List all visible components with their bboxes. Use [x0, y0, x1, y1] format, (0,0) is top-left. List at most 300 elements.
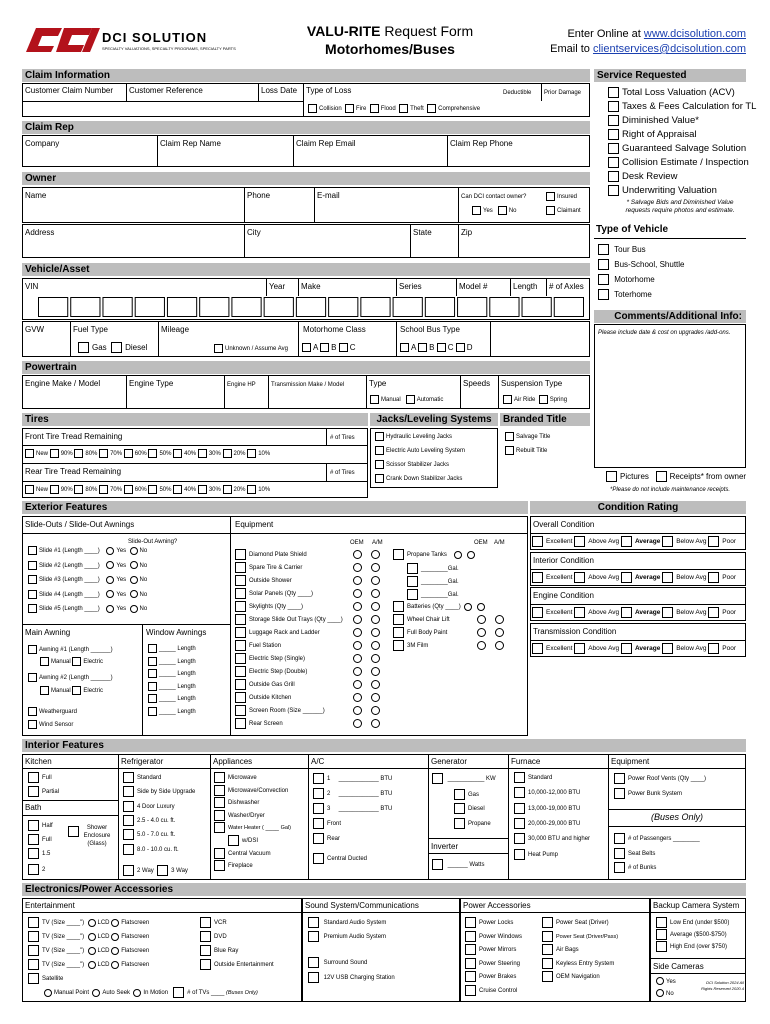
- am-radio[interactable]: [371, 628, 380, 637]
- claim-rep-email[interactable]: Claim Rep Email: [296, 139, 356, 148]
- oem-radio[interactable]: [353, 719, 362, 728]
- vin-cell[interactable]: [200, 298, 229, 317]
- flatscreen-radio[interactable]: [111, 961, 119, 969]
- outside-ent-checkbox[interactable]: [200, 959, 211, 970]
- vin-cell[interactable]: [554, 298, 583, 317]
- bath-full-checkbox[interactable]: [28, 834, 39, 845]
- rating-checkbox[interactable]: [532, 643, 543, 654]
- rating-checkbox[interactable]: [621, 572, 632, 583]
- vehicle-type-checkbox[interactable]: [598, 259, 609, 270]
- claimant-checkbox[interactable]: [546, 206, 555, 215]
- equipment-checkbox[interactable]: [235, 575, 246, 586]
- vcr-checkbox[interactable]: [200, 917, 211, 928]
- tread-checkbox[interactable]: [198, 485, 207, 494]
- owner-zip[interactable]: Zip: [461, 228, 473, 237]
- theft-checkbox[interactable]: [399, 104, 408, 113]
- fridge-checkbox[interactable]: [123, 815, 134, 826]
- vin-cell[interactable]: [264, 298, 293, 317]
- sound-checkbox[interactable]: [308, 917, 319, 928]
- lcd-radio[interactable]: [88, 919, 96, 927]
- fridge-checkbox[interactable]: [123, 772, 134, 783]
- online-link[interactable]: www.dcisolution.com: [643, 28, 746, 40]
- gen-propane-checkbox[interactable]: [454, 818, 465, 829]
- tread-checkbox[interactable]: [124, 449, 133, 458]
- contact-no-checkbox[interactable]: [498, 206, 507, 215]
- way3-checkbox[interactable]: [157, 865, 168, 876]
- am-radio[interactable]: [371, 719, 380, 728]
- speeds-label[interactable]: Speeds: [463, 379, 491, 388]
- rear-num-tires[interactable]: # of Tires: [330, 470, 355, 476]
- deductible[interactable]: Deductible: [503, 90, 532, 96]
- furnace-checkbox[interactable]: [514, 833, 525, 844]
- window-awning-checkbox[interactable]: [148, 657, 157, 666]
- vin-cell[interactable]: [361, 298, 390, 317]
- tv-checkbox[interactable]: [28, 945, 39, 956]
- claim-rep-phone[interactable]: Claim Rep Phone: [450, 139, 513, 148]
- tread-checkbox[interactable]: [247, 449, 256, 458]
- furnace-checkbox[interactable]: [514, 803, 525, 814]
- vin-cell[interactable]: [103, 298, 132, 317]
- tread-checkbox[interactable]: [74, 485, 83, 494]
- furnace-checkbox[interactable]: [514, 818, 525, 829]
- vehicle-type-checkbox[interactable]: [598, 274, 609, 285]
- mh-b-checkbox[interactable]: [320, 343, 329, 352]
- tread-checkbox[interactable]: [173, 449, 182, 458]
- oem-radio[interactable]: [353, 641, 362, 650]
- appliance-checkbox[interactable]: [214, 810, 225, 821]
- axles-label[interactable]: # of Axles: [549, 282, 584, 291]
- slide-yes-radio[interactable]: [106, 590, 114, 598]
- appliance-checkbox[interactable]: [214, 772, 225, 783]
- am-radio[interactable]: [371, 641, 380, 650]
- rating-checkbox[interactable]: [532, 572, 543, 583]
- equipment-checkbox[interactable]: [235, 666, 246, 677]
- rating-checkbox[interactable]: [574, 572, 585, 583]
- rating-checkbox[interactable]: [532, 536, 543, 547]
- fridge-checkbox[interactable]: [123, 829, 134, 840]
- am-radio[interactable]: [371, 563, 380, 572]
- awning2-checkbox[interactable]: [28, 673, 37, 682]
- am-radio[interactable]: [495, 628, 504, 637]
- rating-checkbox[interactable]: [574, 607, 585, 618]
- equipment-right-checkbox[interactable]: [393, 640, 404, 651]
- tread-checkbox[interactable]: [50, 485, 59, 494]
- bus-d-checkbox[interactable]: [456, 343, 465, 352]
- slide-checkbox[interactable]: [28, 575, 37, 584]
- furnace-checkbox[interactable]: [514, 787, 525, 798]
- bath-half-checkbox[interactable]: [28, 820, 39, 831]
- model-label[interactable]: Model #: [459, 282, 488, 291]
- vin-cell[interactable]: [329, 298, 358, 317]
- am-radio[interactable]: [371, 693, 380, 702]
- oem-radio[interactable]: [353, 576, 362, 585]
- vin-cell[interactable]: [296, 298, 325, 317]
- tread-checkbox[interactable]: [25, 485, 34, 494]
- service-checkbox[interactable]: [608, 129, 619, 140]
- awning2-electric-checkbox[interactable]: [72, 686, 81, 695]
- am-radio[interactable]: [371, 615, 380, 624]
- flood-checkbox[interactable]: [370, 104, 379, 113]
- tread-checkbox[interactable]: [223, 449, 232, 458]
- rating-checkbox[interactable]: [708, 536, 719, 547]
- num-tvs-checkbox[interactable]: [173, 987, 184, 998]
- flatscreen-radio[interactable]: [111, 947, 119, 955]
- manual-checkbox[interactable]: [370, 395, 379, 404]
- power-checkbox[interactable]: [542, 917, 553, 928]
- rating-checkbox[interactable]: [621, 643, 632, 654]
- insured-checkbox[interactable]: [546, 192, 555, 201]
- loss-date[interactable]: Loss Date: [261, 86, 298, 95]
- batteries-oem-radio[interactable]: [464, 603, 472, 611]
- claim-rep-name[interactable]: Claim Rep Name: [160, 139, 221, 148]
- rating-checkbox[interactable]: [662, 572, 673, 583]
- equipment-checkbox[interactable]: [235, 601, 246, 612]
- slide-checkbox[interactable]: [28, 604, 37, 613]
- blu-ray-checkbox[interactable]: [200, 945, 211, 956]
- am-radio[interactable]: [371, 589, 380, 598]
- service-checkbox[interactable]: [608, 87, 619, 98]
- equipment-checkbox[interactable]: [235, 692, 246, 703]
- rating-checkbox[interactable]: [708, 607, 719, 618]
- side-cam-yes-radio[interactable]: [656, 977, 664, 985]
- power-checkbox[interactable]: [465, 971, 476, 982]
- appliance-checkbox[interactable]: [228, 835, 239, 846]
- equipment-checkbox[interactable]: [235, 627, 246, 638]
- vin-cell[interactable]: [490, 298, 519, 317]
- am-radio[interactable]: [371, 706, 380, 715]
- bus-c-checkbox[interactable]: [437, 343, 446, 352]
- gen-gas-checkbox[interactable]: [454, 789, 465, 800]
- slide-checkbox[interactable]: [28, 546, 37, 555]
- oem-radio[interactable]: [477, 615, 486, 624]
- rating-checkbox[interactable]: [574, 643, 585, 654]
- vehicle-type-checkbox[interactable]: [598, 289, 609, 300]
- equipment-checkbox[interactable]: [235, 718, 246, 729]
- equipment-checkbox[interactable]: [235, 679, 246, 690]
- awning1-manual-checkbox[interactable]: [40, 657, 49, 666]
- receipts-checkbox[interactable]: [656, 471, 667, 482]
- pictures-checkbox[interactable]: [606, 471, 617, 482]
- lcd-radio[interactable]: [88, 933, 96, 941]
- oem-radio[interactable]: [353, 615, 362, 624]
- oem-radio[interactable]: [353, 680, 362, 689]
- vin-cell[interactable]: [458, 298, 487, 317]
- way2-checkbox[interactable]: [123, 865, 134, 876]
- furnace-checkbox[interactable]: [514, 849, 525, 860]
- tv-checkbox[interactable]: [28, 959, 39, 970]
- owner-address[interactable]: Address: [25, 228, 55, 237]
- slide-yes-radio[interactable]: [106, 561, 114, 569]
- service-checkbox[interactable]: [608, 185, 619, 196]
- equipment-checkbox[interactable]: [235, 653, 246, 664]
- power-checkbox[interactable]: [465, 944, 476, 955]
- customer-reference[interactable]: Customer Reference: [129, 86, 203, 95]
- vin-cell[interactable]: [167, 298, 196, 317]
- vin-label[interactable]: VIN: [25, 282, 39, 291]
- window-awning-checkbox[interactable]: [148, 644, 157, 653]
- power-checkbox[interactable]: [465, 985, 476, 996]
- vin-cell[interactable]: [425, 298, 454, 317]
- mh-c-checkbox[interactable]: [339, 343, 348, 352]
- rating-checkbox[interactable]: [662, 607, 673, 618]
- comprehensive-checkbox[interactable]: [427, 104, 436, 113]
- roof-vents-checkbox[interactable]: [614, 773, 625, 784]
- bunks-checkbox[interactable]: [614, 862, 625, 873]
- oem-radio[interactable]: [353, 654, 362, 663]
- jack-checkbox[interactable]: [375, 460, 384, 469]
- tread-checkbox[interactable]: [148, 449, 157, 458]
- equipment-right-checkbox[interactable]: [393, 627, 404, 638]
- am-radio[interactable]: [371, 550, 380, 559]
- equipment-checkbox[interactable]: [235, 614, 246, 625]
- slide-yes-radio[interactable]: [106, 547, 114, 555]
- rebuilt-checkbox[interactable]: [505, 446, 514, 455]
- oem-radio[interactable]: [353, 550, 362, 559]
- propane-oem-radio[interactable]: [454, 551, 462, 559]
- furnace-checkbox[interactable]: [514, 772, 525, 783]
- camera-checkbox[interactable]: [656, 917, 667, 928]
- tv-checkbox[interactable]: [28, 917, 39, 928]
- am-radio[interactable]: [371, 602, 380, 611]
- unknown-checkbox[interactable]: [214, 344, 223, 353]
- shower-checkbox[interactable]: [68, 826, 79, 837]
- ac-front-checkbox[interactable]: [313, 818, 324, 829]
- gal3-checkbox[interactable]: [407, 589, 418, 600]
- side-cam-no-radio[interactable]: [656, 989, 664, 997]
- slide-no-radio[interactable]: [130, 547, 138, 555]
- appliance-checkbox[interactable]: [214, 860, 225, 871]
- bus-b-checkbox[interactable]: [418, 343, 427, 352]
- salvage-checkbox[interactable]: [505, 432, 514, 441]
- window-awning-checkbox[interactable]: [148, 707, 157, 716]
- am-radio[interactable]: [495, 641, 504, 650]
- equipment-checkbox[interactable]: [235, 640, 246, 651]
- ac3-checkbox[interactable]: [313, 803, 324, 814]
- comments-box[interactable]: [594, 324, 746, 468]
- slide-no-radio[interactable]: [130, 576, 138, 584]
- length-label[interactable]: Length: [513, 282, 538, 291]
- automatic-checkbox[interactable]: [406, 395, 415, 404]
- customer-claim-number[interactable]: Customer Claim Number: [25, 86, 114, 95]
- email-link[interactable]: clientservices@dcisolution.com: [592, 43, 746, 55]
- ac1-checkbox[interactable]: [313, 773, 324, 784]
- mh-a-checkbox[interactable]: [302, 343, 311, 352]
- flatscreen-radio[interactable]: [111, 933, 119, 941]
- appliance-checkbox[interactable]: [214, 848, 225, 859]
- slide-yes-radio[interactable]: [106, 576, 114, 584]
- engine-make-label[interactable]: Engine Make / Model: [25, 379, 101, 388]
- auto-seek-radio[interactable]: [92, 989, 100, 997]
- vin-cell[interactable]: [39, 298, 68, 317]
- tread-checkbox[interactable]: [247, 485, 256, 494]
- equipment-checkbox[interactable]: [235, 549, 246, 560]
- gen-checkbox[interactable]: [432, 773, 443, 784]
- satellite-checkbox[interactable]: [28, 973, 39, 984]
- am-radio[interactable]: [371, 680, 380, 689]
- oem-radio[interactable]: [353, 628, 362, 637]
- spring-checkbox[interactable]: [539, 395, 548, 404]
- mileage-label[interactable]: Mileage: [161, 325, 190, 334]
- service-checkbox[interactable]: [608, 171, 619, 182]
- ac2-checkbox[interactable]: [313, 788, 324, 799]
- slide-no-radio[interactable]: [130, 605, 138, 613]
- oem-radio[interactable]: [353, 589, 362, 598]
- diesel-checkbox[interactable]: [111, 342, 122, 353]
- slide-checkbox[interactable]: [28, 561, 37, 570]
- company[interactable]: Company: [25, 139, 60, 148]
- service-checkbox[interactable]: [608, 157, 619, 168]
- tread-checkbox[interactable]: [223, 485, 232, 494]
- oem-radio[interactable]: [353, 602, 362, 611]
- power-checkbox[interactable]: [542, 958, 553, 969]
- appliance-checkbox[interactable]: [214, 797, 225, 808]
- propane-am-radio[interactable]: [467, 551, 475, 559]
- manual-point-radio[interactable]: [44, 989, 52, 997]
- power-checkbox[interactable]: [465, 958, 476, 969]
- power-checkbox[interactable]: [542, 931, 553, 942]
- am-radio[interactable]: [371, 576, 380, 585]
- vin-cell[interactable]: [71, 298, 100, 317]
- batteries-am-radio[interactable]: [477, 603, 485, 611]
- jack-checkbox[interactable]: [375, 432, 384, 441]
- lcd-radio[interactable]: [88, 961, 96, 969]
- oem-radio[interactable]: [353, 693, 362, 702]
- in-motion-radio[interactable]: [133, 989, 141, 997]
- slide-no-radio[interactable]: [130, 590, 138, 598]
- oem-radio[interactable]: [353, 706, 362, 715]
- ac-central-checkbox[interactable]: [313, 853, 324, 864]
- owner-name[interactable]: Name: [25, 191, 47, 200]
- lcd-radio[interactable]: [88, 947, 96, 955]
- batteries-checkbox[interactable]: [393, 601, 404, 612]
- rating-checkbox[interactable]: [574, 536, 585, 547]
- window-awning-checkbox[interactable]: [148, 694, 157, 703]
- fridge-checkbox[interactable]: [123, 786, 134, 797]
- gal1-checkbox[interactable]: [407, 563, 418, 574]
- vin-cell[interactable]: [232, 298, 261, 317]
- tread-checkbox[interactable]: [25, 449, 34, 458]
- wind-sensor-checkbox[interactable]: [28, 720, 37, 729]
- equipment-checkbox[interactable]: [235, 562, 246, 573]
- equipment-checkbox[interactable]: [235, 588, 246, 599]
- power-checkbox[interactable]: [465, 917, 476, 928]
- gas-checkbox[interactable]: [78, 342, 89, 353]
- kitchen-full-checkbox[interactable]: [28, 772, 39, 783]
- equipment-checkbox[interactable]: [235, 705, 246, 716]
- tread-checkbox[interactable]: [50, 449, 59, 458]
- inverter-checkbox[interactable]: [432, 859, 443, 870]
- awning1-electric-checkbox[interactable]: [72, 657, 81, 666]
- awning1-checkbox[interactable]: [28, 645, 37, 654]
- service-checkbox[interactable]: [608, 143, 619, 154]
- vin-cell[interactable]: [522, 298, 551, 317]
- rating-checkbox[interactable]: [662, 536, 673, 547]
- oem-radio[interactable]: [353, 667, 362, 676]
- tread-checkbox[interactable]: [173, 485, 182, 494]
- fridge-checkbox[interactable]: [123, 801, 134, 812]
- power-checkbox[interactable]: [542, 944, 553, 955]
- sound-checkbox[interactable]: [308, 972, 319, 983]
- jack-checkbox[interactable]: [375, 474, 384, 483]
- service-checkbox[interactable]: [608, 101, 619, 112]
- rating-checkbox[interactable]: [708, 572, 719, 583]
- collision-checkbox[interactable]: [308, 104, 317, 113]
- vin-cell[interactable]: [135, 298, 164, 317]
- rating-checkbox[interactable]: [532, 607, 543, 618]
- window-awning-checkbox[interactable]: [148, 669, 157, 678]
- ac-rear-checkbox[interactable]: [313, 833, 324, 844]
- sound-checkbox[interactable]: [308, 931, 319, 942]
- fire-checkbox[interactable]: [345, 104, 354, 113]
- gal2-checkbox[interactable]: [407, 576, 418, 587]
- air-ride-checkbox[interactable]: [503, 395, 512, 404]
- camera-checkbox[interactable]: [656, 929, 667, 940]
- bunk-checkbox[interactable]: [614, 788, 625, 799]
- engine-hp-label[interactable]: Engine HP: [227, 382, 256, 388]
- front-num-tires[interactable]: # of Tires: [330, 435, 355, 441]
- fridge-checkbox[interactable]: [123, 844, 134, 855]
- sound-checkbox[interactable]: [308, 957, 319, 968]
- tread-checkbox[interactable]: [74, 449, 83, 458]
- owner-city[interactable]: City: [247, 228, 261, 237]
- window-awning-checkbox[interactable]: [148, 682, 157, 691]
- oem-radio[interactable]: [477, 641, 486, 650]
- gvw-label[interactable]: GVW: [25, 325, 45, 334]
- am-radio[interactable]: [371, 667, 380, 676]
- slide-checkbox[interactable]: [28, 590, 37, 599]
- vin-grid[interactable]: [38, 297, 586, 317]
- slide-yes-radio[interactable]: [106, 605, 114, 613]
- year-label[interactable]: Year: [269, 282, 286, 291]
- jack-checkbox[interactable]: [375, 446, 384, 455]
- kitchen-partial-checkbox[interactable]: [28, 786, 39, 797]
- owner-email[interactable]: E-mail: [317, 191, 340, 200]
- rating-checkbox[interactable]: [662, 643, 673, 654]
- am-radio[interactable]: [371, 654, 380, 663]
- rating-checkbox[interactable]: [621, 607, 632, 618]
- tread-checkbox[interactable]: [148, 485, 157, 494]
- bus-a-checkbox[interactable]: [400, 343, 409, 352]
- contact-yes-checkbox[interactable]: [472, 206, 481, 215]
- transmission-label[interactable]: Transmission Make / Model: [271, 382, 345, 388]
- am-radio[interactable]: [495, 615, 504, 624]
- oem-radio[interactable]: [477, 628, 486, 637]
- make-label[interactable]: Make: [301, 282, 321, 291]
- vin-cell[interactable]: [393, 298, 422, 317]
- weatherguard-checkbox[interactable]: [28, 707, 37, 716]
- oem-radio[interactable]: [353, 563, 362, 572]
- appliance-checkbox[interactable]: [214, 785, 225, 796]
- passengers-checkbox[interactable]: [614, 833, 625, 844]
- tread-checkbox[interactable]: [198, 449, 207, 458]
- bath-15-checkbox[interactable]: [28, 848, 39, 859]
- dvd-checkbox[interactable]: [200, 931, 211, 942]
- awning2-manual-checkbox[interactable]: [40, 686, 49, 695]
- power-checkbox[interactable]: [465, 931, 476, 942]
- prior-damage[interactable]: Prior Damage: [544, 90, 582, 96]
- bath-2-checkbox[interactable]: [28, 864, 39, 875]
- seat-belts-checkbox[interactable]: [614, 848, 625, 859]
- vehicle-type-checkbox[interactable]: [598, 244, 609, 255]
- equipment-right-checkbox[interactable]: [393, 614, 404, 625]
- propane-checkbox[interactable]: [393, 549, 404, 560]
- camera-checkbox[interactable]: [656, 941, 667, 952]
- service-checkbox[interactable]: [608, 115, 619, 126]
- slide-no-radio[interactable]: [130, 561, 138, 569]
- tv-checkbox[interactable]: [28, 931, 39, 942]
- power-checkbox[interactable]: [542, 971, 553, 982]
- tread-checkbox[interactable]: [99, 485, 108, 494]
